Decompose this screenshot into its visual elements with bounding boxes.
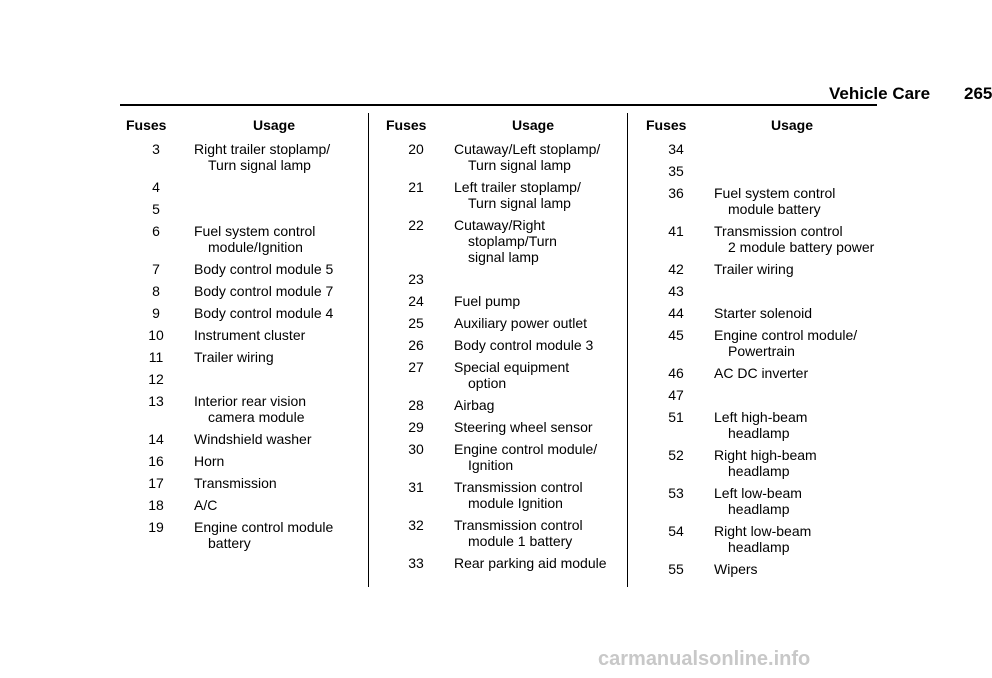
column-divider bbox=[368, 113, 369, 587]
fuse-number: 5 bbox=[152, 201, 160, 217]
table-row bbox=[646, 409, 882, 441]
usage-line: Trailer wiring bbox=[714, 261, 794, 277]
table-row bbox=[126, 349, 362, 365]
usage-line: Right trailer stoplamp/ bbox=[194, 141, 331, 157]
fuse-number: 36 bbox=[668, 185, 684, 201]
fuse-usage bbox=[706, 283, 882, 299]
fuse-usage bbox=[706, 327, 882, 359]
table-row bbox=[386, 315, 622, 331]
usage-line: Engine control module/ bbox=[454, 441, 598, 457]
fuse-number: 13 bbox=[148, 393, 164, 409]
table-row bbox=[126, 261, 362, 277]
usage-line: Rear parking aid module bbox=[454, 555, 607, 571]
usage-line: Transmission bbox=[194, 475, 277, 491]
column-divider bbox=[627, 113, 628, 587]
usage-line: A/C bbox=[194, 497, 218, 513]
table-row bbox=[646, 447, 882, 479]
usage-line: Cutaway/Right bbox=[454, 217, 546, 233]
fuse-usage bbox=[706, 163, 882, 179]
table-row bbox=[646, 523, 882, 555]
usage-line: Turn signal lamp bbox=[208, 157, 311, 173]
usage-line: Turn signal lamp bbox=[468, 157, 571, 173]
fuse-usage bbox=[446, 441, 622, 473]
table-row bbox=[646, 163, 882, 179]
fuse-usage bbox=[186, 349, 362, 365]
table-row bbox=[386, 337, 622, 353]
usage-line: battery bbox=[208, 535, 251, 551]
fuse-number: 45 bbox=[668, 327, 684, 343]
fuse-number: 31 bbox=[408, 479, 424, 495]
fuse-usage bbox=[706, 561, 882, 577]
fuse-usage bbox=[706, 485, 882, 517]
watermark: carmanualsonline.info bbox=[598, 648, 811, 670]
fuse-number: 6 bbox=[152, 223, 160, 239]
fuse-number: 41 bbox=[668, 223, 684, 239]
usage-line: Transmission control bbox=[454, 479, 583, 495]
fuse-number: 22 bbox=[408, 217, 424, 233]
table-row bbox=[646, 485, 882, 517]
fuse-usage bbox=[446, 359, 622, 391]
fuse-usage bbox=[446, 271, 622, 287]
usage-line: headlamp bbox=[728, 539, 790, 555]
table-row bbox=[386, 293, 622, 309]
fuse-number: 27 bbox=[408, 359, 424, 375]
usage-line: module battery bbox=[728, 201, 821, 217]
table-row bbox=[646, 185, 882, 217]
fuse-number: 34 bbox=[668, 141, 684, 157]
table-header bbox=[386, 117, 622, 133]
fuse-number: 53 bbox=[668, 485, 684, 501]
table-row bbox=[386, 271, 622, 287]
fuse-number: 16 bbox=[148, 453, 164, 469]
fuse-usage bbox=[186, 179, 362, 195]
section-title: Vehicle Care bbox=[829, 84, 931, 103]
usage-line: Airbag bbox=[454, 397, 495, 413]
usage-line: Starter solenoid bbox=[714, 305, 813, 321]
fuse-number: 11 bbox=[148, 349, 164, 365]
usage-line: Left high-beam bbox=[714, 409, 808, 425]
fuse-number: 23 bbox=[408, 271, 424, 287]
table-header bbox=[646, 117, 882, 133]
fuse-usage bbox=[706, 523, 882, 555]
table-row bbox=[646, 365, 882, 381]
fuse-number: 33 bbox=[408, 555, 424, 571]
usage-line: Turn signal lamp bbox=[468, 195, 571, 211]
fuse-number: 12 bbox=[148, 371, 164, 387]
fuses-header: Fuses bbox=[126, 117, 167, 133]
fuse-number: 30 bbox=[408, 441, 424, 457]
fuse-number: 46 bbox=[668, 365, 684, 381]
table-row bbox=[646, 327, 882, 359]
fuse-number: 32 bbox=[408, 517, 424, 533]
fuse-number: 44 bbox=[668, 305, 684, 321]
fuse-usage bbox=[446, 337, 622, 353]
usage-header: Usage bbox=[512, 117, 555, 133]
usage-line: Right low-beam bbox=[714, 523, 812, 539]
usage-line: Left low-beam bbox=[714, 485, 802, 501]
usage-line: Engine control module/ bbox=[714, 327, 858, 343]
usage-line: headlamp bbox=[728, 501, 790, 517]
fuse-usage bbox=[186, 371, 362, 387]
fuse-usage bbox=[186, 261, 362, 277]
fuse-number: 7 bbox=[152, 261, 160, 277]
usage-line: Interior rear vision bbox=[194, 393, 307, 409]
usage-line: AC DC inverter bbox=[714, 365, 809, 381]
fuse-usage bbox=[446, 479, 622, 511]
usage-line: Ignition bbox=[468, 457, 514, 473]
usage-line: Transmission control bbox=[714, 223, 843, 239]
table-row bbox=[646, 387, 882, 403]
fuse-usage bbox=[446, 217, 622, 265]
usage-line: Fuel system control bbox=[714, 185, 836, 201]
fuse-usage bbox=[706, 223, 882, 255]
fuses-header: Fuses bbox=[386, 117, 427, 133]
fuse-usage bbox=[186, 283, 362, 299]
fuse-usage bbox=[446, 397, 622, 413]
fuse-usage bbox=[186, 223, 362, 255]
table-row bbox=[126, 431, 362, 447]
fuse-number: 9 bbox=[152, 305, 160, 321]
table-row bbox=[386, 217, 622, 265]
table-row bbox=[126, 393, 362, 425]
fuse-number: 55 bbox=[668, 561, 684, 577]
fuse-usage bbox=[706, 447, 882, 479]
table-row bbox=[386, 441, 622, 473]
usage-line: Cutaway/Left stoplamp/ bbox=[454, 141, 601, 157]
usage-line: Trailer wiring bbox=[194, 349, 274, 365]
fuse-table-column-3 bbox=[646, 117, 882, 583]
fuse-usage bbox=[186, 519, 362, 551]
fuse-usage bbox=[706, 409, 882, 441]
usage-line: Auxiliary power outlet bbox=[454, 315, 588, 331]
table-row bbox=[126, 371, 362, 387]
usage-header: Usage bbox=[253, 117, 296, 133]
fuse-number: 29 bbox=[408, 419, 424, 435]
fuse-usage bbox=[446, 141, 622, 173]
fuse-usage bbox=[186, 141, 362, 173]
fuse-usage bbox=[186, 393, 362, 425]
fuse-usage bbox=[706, 185, 882, 217]
table-row bbox=[126, 327, 362, 343]
fuse-usage bbox=[446, 419, 622, 435]
usage-line: module/Ignition bbox=[208, 239, 303, 255]
fuse-usage bbox=[706, 387, 882, 403]
table-header bbox=[126, 117, 362, 133]
fuse-number: 35 bbox=[668, 163, 684, 179]
table-row bbox=[386, 141, 622, 173]
fuse-number: 52 bbox=[668, 447, 684, 463]
table-row bbox=[126, 141, 362, 173]
fuse-usage bbox=[186, 305, 362, 321]
fuse-usage bbox=[706, 365, 882, 381]
table-row bbox=[646, 141, 882, 157]
table-row bbox=[386, 517, 622, 549]
usage-line: module 1 battery bbox=[468, 533, 573, 549]
table-body bbox=[386, 141, 622, 571]
fuses-header: Fuses bbox=[646, 117, 687, 133]
fuse-number: 25 bbox=[408, 315, 424, 331]
usage-line: camera module bbox=[208, 409, 305, 425]
table-row bbox=[126, 201, 362, 217]
fuse-number: 43 bbox=[668, 283, 684, 299]
table-row bbox=[386, 359, 622, 391]
fuse-usage bbox=[446, 179, 622, 211]
table-row bbox=[126, 305, 362, 321]
fuse-usage bbox=[706, 141, 882, 157]
table-row bbox=[126, 519, 362, 551]
usage-line: Left trailer stoplamp/ bbox=[454, 179, 581, 195]
fuse-number: 3 bbox=[152, 141, 160, 157]
fuse-usage bbox=[446, 293, 622, 309]
usage-line: Fuel pump bbox=[454, 293, 521, 309]
usage-line: Body control module 5 bbox=[194, 261, 334, 277]
usage-line: Fuel system control bbox=[194, 223, 316, 239]
usage-line: 2 module battery power bbox=[728, 239, 875, 255]
table-row bbox=[646, 223, 882, 255]
fuse-number: 51 bbox=[668, 409, 684, 425]
table-row bbox=[386, 479, 622, 511]
fuse-number: 4 bbox=[152, 179, 160, 195]
page-number: 265 bbox=[964, 84, 992, 103]
table-row bbox=[126, 453, 362, 469]
table-body bbox=[126, 141, 362, 551]
usage-line: signal lamp bbox=[468, 249, 539, 265]
table-row bbox=[386, 555, 622, 571]
table-row bbox=[646, 561, 882, 577]
usage-line: Wipers bbox=[714, 561, 758, 577]
usage-line: Horn bbox=[194, 453, 225, 469]
table-row bbox=[126, 283, 362, 299]
fuse-usage bbox=[446, 315, 622, 331]
fuse-number: 42 bbox=[668, 261, 684, 277]
fuse-number: 26 bbox=[408, 337, 424, 353]
table-row bbox=[126, 179, 362, 195]
fuse-usage bbox=[706, 305, 882, 321]
usage-line: Transmission control bbox=[454, 517, 583, 533]
usage-header: Usage bbox=[771, 117, 814, 133]
fuse-usage bbox=[186, 497, 362, 513]
table-body bbox=[646, 141, 882, 577]
fuse-usage bbox=[186, 201, 362, 217]
fuse-number: 10 bbox=[148, 327, 164, 343]
fuse-number: 14 bbox=[148, 431, 164, 447]
fuse-table-column-2 bbox=[386, 117, 622, 577]
page-header bbox=[120, 80, 992, 106]
usage-line: Body control module 7 bbox=[194, 283, 334, 299]
table-row bbox=[646, 305, 882, 321]
usage-line: stoplamp/Turn bbox=[468, 233, 557, 249]
fuse-usage bbox=[446, 555, 622, 571]
usage-line: Body control module 4 bbox=[194, 305, 334, 321]
usage-line: module Ignition bbox=[468, 495, 563, 511]
usage-line: option bbox=[468, 375, 507, 391]
usage-line: Windshield washer bbox=[194, 431, 312, 447]
table-row bbox=[126, 497, 362, 513]
fuse-usage bbox=[186, 453, 362, 469]
table-row bbox=[126, 475, 362, 491]
fuse-number: 21 bbox=[408, 179, 424, 195]
fuse-table-column-1 bbox=[126, 117, 362, 557]
usage-line: Special equipment bbox=[454, 359, 570, 375]
table-row bbox=[646, 283, 882, 299]
table-row bbox=[126, 223, 362, 255]
fuse-number: 19 bbox=[148, 519, 164, 535]
table-row bbox=[386, 397, 622, 413]
fuse-number: 8 bbox=[152, 283, 160, 299]
usage-line: Right high-beam bbox=[714, 447, 817, 463]
usage-line: Body control module 3 bbox=[454, 337, 594, 353]
table-row bbox=[386, 179, 622, 211]
fuse-usage bbox=[186, 475, 362, 491]
fuse-number: 47 bbox=[668, 387, 684, 403]
fuse-number: 17 bbox=[148, 475, 164, 491]
fuse-number: 20 bbox=[408, 141, 424, 157]
usage-line: Instrument cluster bbox=[194, 327, 306, 343]
fuse-usage bbox=[186, 327, 362, 343]
usage-line: Engine control module bbox=[194, 519, 334, 535]
fuse-usage bbox=[706, 261, 882, 277]
fuse-usage bbox=[446, 517, 622, 549]
fuse-number: 28 bbox=[408, 397, 424, 413]
fuse-number: 18 bbox=[148, 497, 164, 513]
fuse-number: 24 bbox=[408, 293, 424, 309]
table-row bbox=[386, 419, 622, 435]
fuse-usage bbox=[186, 431, 362, 447]
fuse-number: 54 bbox=[668, 523, 684, 539]
usage-line: Steering wheel sensor bbox=[454, 419, 593, 435]
usage-line: headlamp bbox=[728, 425, 790, 441]
table-row bbox=[646, 261, 882, 277]
usage-line: Powertrain bbox=[728, 343, 795, 359]
usage-line: headlamp bbox=[728, 463, 790, 479]
